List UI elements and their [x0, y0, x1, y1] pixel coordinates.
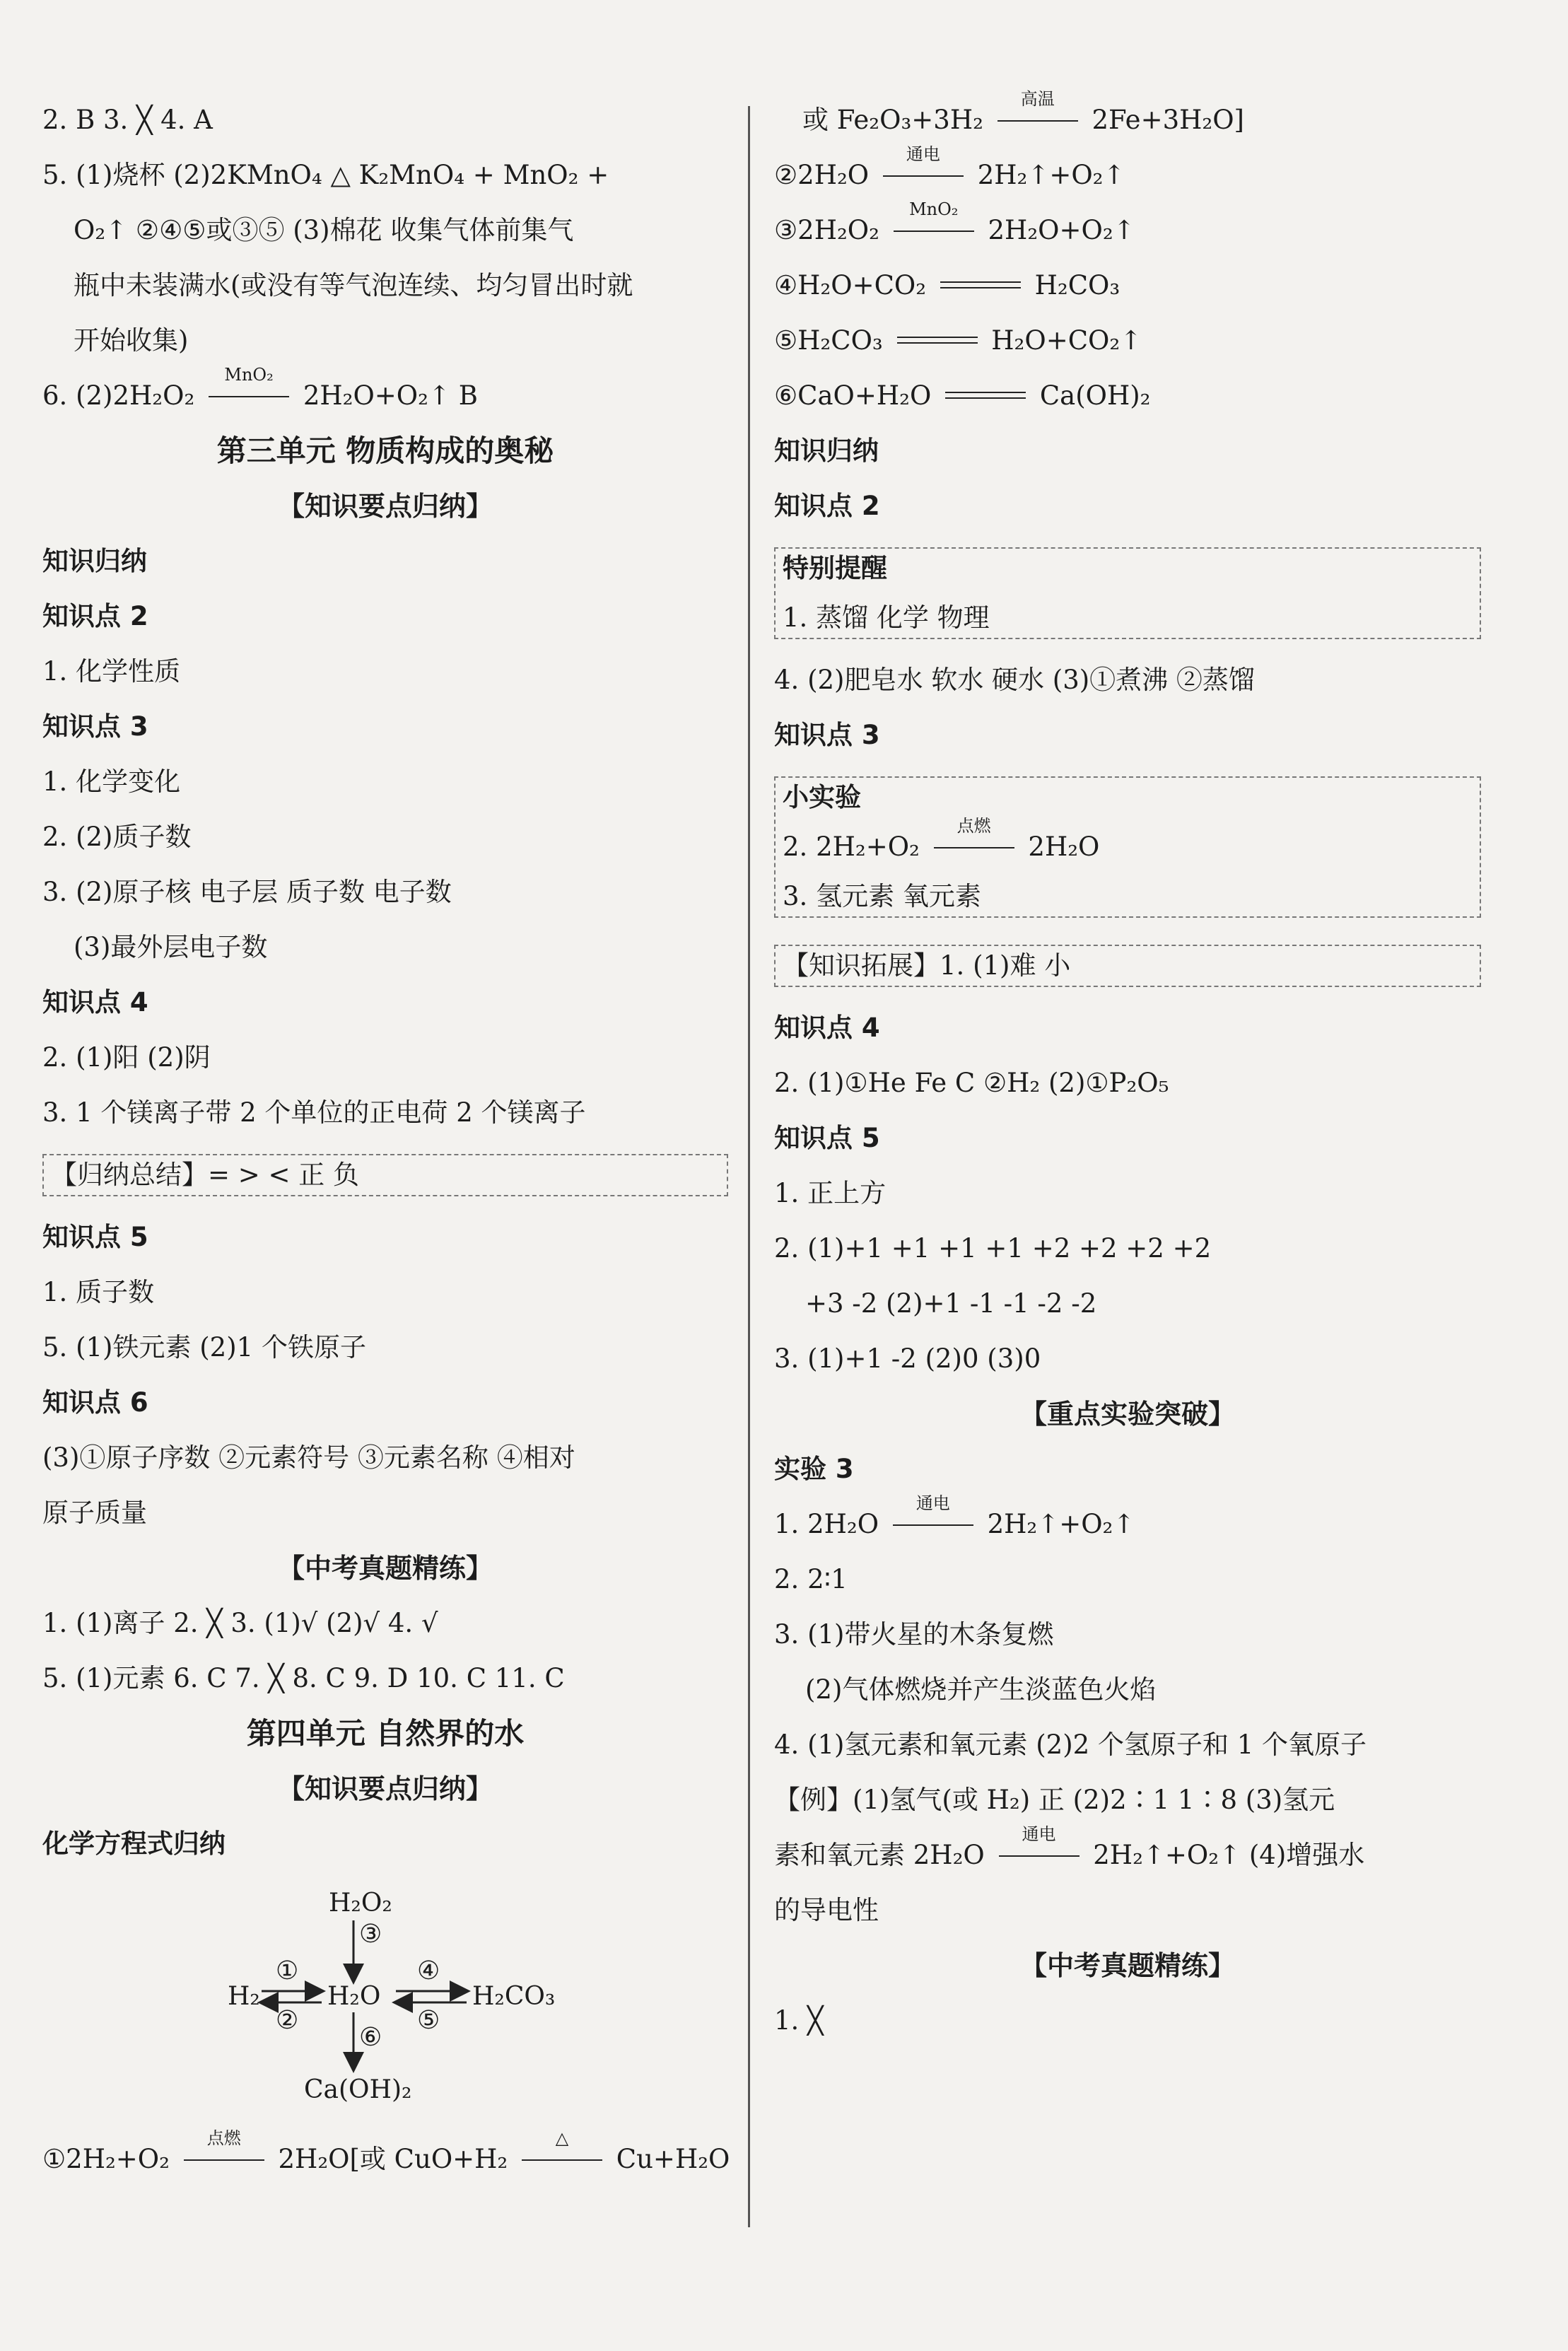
node-caoh2: Ca(OH)₂	[304, 2075, 412, 2104]
answer-line: 4. (2)肥皂水 软水 硬水 (3)①煮沸 ②蒸馏	[774, 665, 1255, 695]
section-heading: 【重点实验突破】	[1019, 1399, 1235, 1430]
label-1: ①	[276, 1956, 299, 1985]
answer-line: (3)①原子序数 ②元素符号 ③元素名称 ④相对	[42, 1442, 575, 1473]
answer-line: 4. (1)氢元素和氧元素 (2)2 个氢原子和 1 个氧原子	[774, 1729, 1367, 1760]
answer-line: 瓶中未装满水(或没有等气泡连续、均匀冒出时就	[74, 270, 633, 301]
knowledge-point: 知识点 3	[42, 711, 148, 742]
right-column	[774, 89, 1481, 2062]
equation-line: 6. (2)2H₂O₂ MnO₂ 2H₂O+O₂↑ B	[42, 365, 478, 411]
node-h2: H₂	[228, 1982, 260, 2011]
label-6: ⑥	[359, 2023, 382, 2052]
equation-line: ⑤H₂CO₃ H₂O+CO₂↑	[774, 325, 1142, 356]
reaction-condition: MnO₂	[203, 382, 295, 410]
knowledge-point: 知识点 6	[42, 1387, 148, 1418]
answer-line: 1. 正上方	[774, 1178, 887, 1208]
equation-line: ①2H₂+O₂ 点燃 2H₂O[或 CuO+H₂ △ Cu+H₂O	[42, 2128, 730, 2174]
answer-line: 2. (1)①He Fe C ②H₂ (2)①P₂O₅	[774, 1068, 1169, 1098]
equation-line: ⑥CaO+H₂O Ca(OH)₂	[774, 380, 1151, 411]
reaction-condition: 通电	[887, 1510, 979, 1539]
subheading: 知识归纳	[774, 436, 879, 466]
answer-line: 2. B 3. ╳ 4. A	[42, 105, 213, 135]
answer-line: 2. (1)阳 (2)阴	[42, 1042, 211, 1073]
equation-line: ②2H₂O 通电 2H₂↑+O₂↑	[774, 144, 1125, 190]
equals-sign	[940, 382, 1031, 410]
reaction-condition: 点燃	[178, 2145, 270, 2174]
answer-line: 1. 化学变化	[42, 766, 181, 797]
node-h2co3: H₂CO₃	[472, 1982, 556, 2011]
node-h2o2: H₂O₂	[329, 1889, 392, 1918]
answer-line: 开始收集)	[74, 325, 189, 356]
reaction-condition: △	[516, 2145, 608, 2174]
box-line: 3. 氢元素 氧元素	[783, 881, 981, 911]
extension-box	[774, 945, 1481, 987]
experiment-box	[774, 776, 1481, 918]
equation-line: 1. 2H₂O 通电 2H₂↑+O₂↑	[774, 1493, 1135, 1539]
equals-sign	[891, 327, 983, 355]
answer-line: 5. (1)烧杯 (2)2KMnO₄ △ K₂MnO₄ + MnO₂ +	[42, 160, 609, 190]
answer-line: (2)气体燃烧并产生淡蓝色火焰	[805, 1674, 1157, 1705]
column-divider	[748, 106, 750, 2227]
knowledge-point: 知识点 2	[42, 601, 148, 631]
label-2: ②	[276, 2006, 299, 2035]
water-reaction-diagram	[42, 1885, 728, 2118]
reaction-condition: 高温	[992, 106, 1084, 134]
label-3: ③	[359, 1920, 382, 1949]
answer-line: 【例】(1)氢气(或 H₂) 正 (2)2∶1 1∶8 (3)氢元	[774, 1785, 1335, 1815]
answer-line: 2. 2∶1	[774, 1564, 848, 1594]
answer-line: 3. (1)带火星的木条复燃	[774, 1619, 1054, 1650]
answer-line: 原子质量	[42, 1498, 147, 1528]
section-heading: 【中考真题精练】	[277, 1553, 493, 1584]
knowledge-point: 知识点 5	[42, 1222, 148, 1252]
answer-line: 3. 1 个镁离子带 2 个单位的正电荷 2 个镁离子	[42, 1097, 586, 1128]
label-5: ⑤	[417, 2006, 440, 2035]
answer-line: +3 -2 (2)+1 -1 -1 -2 -2	[805, 1288, 1097, 1319]
answer-line: 的导电性	[774, 1895, 879, 1925]
experiment-label: 实验 3	[774, 1454, 854, 1484]
subheading: 化学方程式归纳	[42, 1828, 226, 1859]
knowledge-point: 知识点 4	[42, 987, 148, 1017]
answer-line: 3. (1)+1 -2 (2)0 (3)0	[774, 1343, 1041, 1374]
section-heading: 【知识要点归纳】	[277, 1773, 493, 1804]
reminder-box	[774, 547, 1481, 639]
knowledge-point: 知识点 3	[774, 720, 880, 750]
answer-line: 1. (1)离子 2. ╳ 3. (1)√ (2)√ 4. √	[42, 1608, 438, 1638]
unit-title: 第四单元 自然界的水	[246, 1716, 525, 1751]
box-title: 小实验	[783, 782, 861, 812]
answer-line: 1. 质子数	[42, 1277, 155, 1307]
unit-title: 第三单元 物质构成的奥秘	[216, 433, 554, 468]
node-h2o: H₂O	[327, 1982, 381, 2011]
knowledge-point: 知识点 4	[774, 1013, 880, 1043]
answer-line: 5. (1)铁元素 (2)1 个铁原子	[42, 1332, 366, 1363]
reaction-condition: 通电	[877, 161, 969, 189]
answer-line: 1. ╳	[774, 2005, 824, 2036]
summary-line: 【归纳总结】= > < 正 负	[51, 1160, 360, 1190]
knowledge-point: 知识点 2	[774, 491, 880, 521]
section-heading: 【中考真题精练】	[1019, 1950, 1235, 1981]
answer-line: (3)最外层电子数	[74, 932, 268, 962]
label-4: ④	[417, 1956, 440, 1985]
equation-line: ③2H₂O₂ MnO₂ 2H₂O+O₂↑	[774, 199, 1135, 245]
equation-line: 或 Fe₂O₃+3H₂ 高温 2Fe+3H₂O]	[802, 89, 1244, 135]
box-line: 【知识拓展】1. (1)难 小	[783, 950, 1071, 981]
equation-line: ④H₂O+CO₂ H₂CO₃	[774, 270, 1121, 301]
answer-line: 1. 化学性质	[42, 656, 181, 687]
equals-sign	[935, 272, 1026, 300]
left-column	[42, 106, 728, 2200]
section-heading: 【知识要点归纳】	[277, 491, 493, 522]
reaction-condition: 点燃	[928, 833, 1020, 861]
equation-line: 素和氧元素 2H₂O 通电 2H₂↑+O₂↑ (4)增强水	[774, 1824, 1365, 1870]
summary-box	[42, 1154, 728, 1196]
answer-line: 3. (2)原子核 电子层 质子数 电子数	[42, 877, 452, 907]
knowledge-point: 知识点 5	[774, 1123, 880, 1153]
answer-line: 2. (2)质子数	[42, 822, 192, 852]
answer-line: 5. (1)元素 6. C 7. ╳ 8. C 9. D 10. C 11. C	[42, 1663, 565, 1693]
reaction-condition: MnO₂	[888, 216, 980, 245]
answer-line: 2. (1)+1 +1 +1 +1 +2 +2 +2 +2	[774, 1233, 1212, 1264]
equation-line: 2. 2H₂+O₂ 点燃 2H₂O	[783, 816, 1100, 862]
reaction-condition: 通电	[993, 1841, 1085, 1869]
subheading: 知识归纳	[42, 546, 147, 576]
answer-line: O₂↑ ②④⑤或③⑤ (3)棉花 收集气体前集气	[74, 215, 574, 245]
box-line: 1. 蒸馏 化学 物理	[783, 602, 990, 633]
box-title: 特别提醒	[783, 553, 887, 583]
